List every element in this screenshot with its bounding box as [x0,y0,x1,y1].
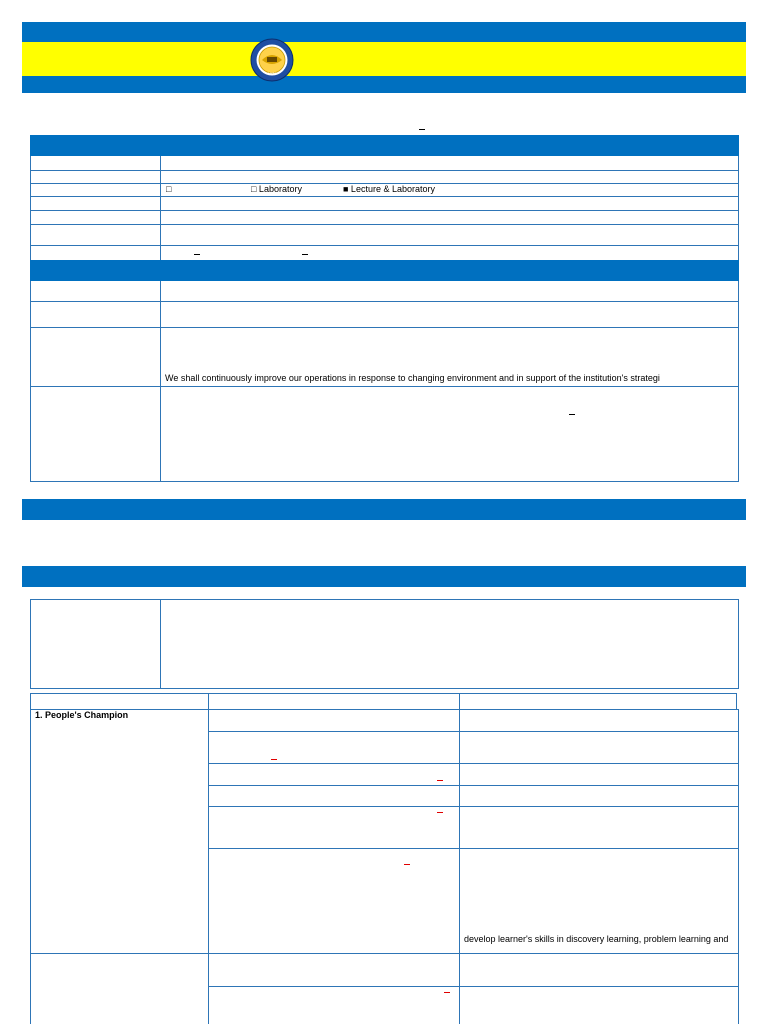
header-banner-yellow [22,42,746,76]
table4-row-line [30,953,739,954]
underscore-mark [419,129,425,130]
table3-left-border [30,599,31,689]
underscore-mark [569,414,575,415]
section-header-bar [22,566,746,587]
table3-right-border [738,599,739,689]
section-header-bar [22,499,746,520]
table2-left-border [30,281,31,482]
table4-row-line [208,731,739,732]
header-banner-bottom [22,76,746,93]
table2-row-line [30,386,739,387]
table4-column-divider [459,693,460,1024]
header-banner-top [22,22,746,42]
university-seal-logo [250,38,294,82]
course-type-lecture-lab-checkbox[interactable]: ■ Lecture & Laboratory [343,184,435,194]
table4-row-line [208,785,739,786]
table4-right-header-border [736,693,737,709]
table4-row-line [208,986,739,987]
underscore-mark [194,254,200,255]
table2-bottom-border [30,481,739,482]
table2-row-line [30,301,739,302]
table1-row-line [30,224,739,225]
table3-bottom-border [30,688,739,689]
table4-header-line [30,709,739,710]
red-underscore-mark [404,864,410,865]
table1-row-line [30,196,739,197]
table4-row-line [208,763,739,764]
table4-right-border [738,709,739,1024]
table2-row-line [30,327,739,328]
red-underscore-mark [444,992,450,993]
table4-header-line [30,693,736,694]
outcome-label-peoples-champion: 1. People's Champion [35,710,129,720]
section-header-bar [30,135,739,156]
outcome-description-text: develop learner's skills in discovery learning, problem learning and [464,934,729,944]
table4-column-divider [208,693,209,1024]
table4-row-line [208,806,739,807]
svg-text:1978: 1978 [267,71,277,76]
table4-left-border [30,693,31,1024]
table4-row-line [208,848,739,849]
table2-right-border [738,281,739,482]
section-header-bar [30,260,739,281]
red-underscore-mark [437,780,443,781]
table3-column-divider [160,599,161,689]
red-underscore-mark [437,812,443,813]
table1-row-line [30,170,739,171]
underscore-mark [302,254,308,255]
table2-column-divider [160,281,161,482]
mission-statement-text: We shall continuously improve our operations in response to changing environment and in support of the institution's strategi [165,373,660,383]
table1-row-line [30,210,739,211]
course-type-lecture-checkbox[interactable]: □ [166,184,172,194]
table3-top-border [30,599,739,600]
red-underscore-mark [271,759,277,760]
table1-row-line [30,245,739,246]
course-type-laboratory-checkbox[interactable]: □ Laboratory [251,184,302,194]
